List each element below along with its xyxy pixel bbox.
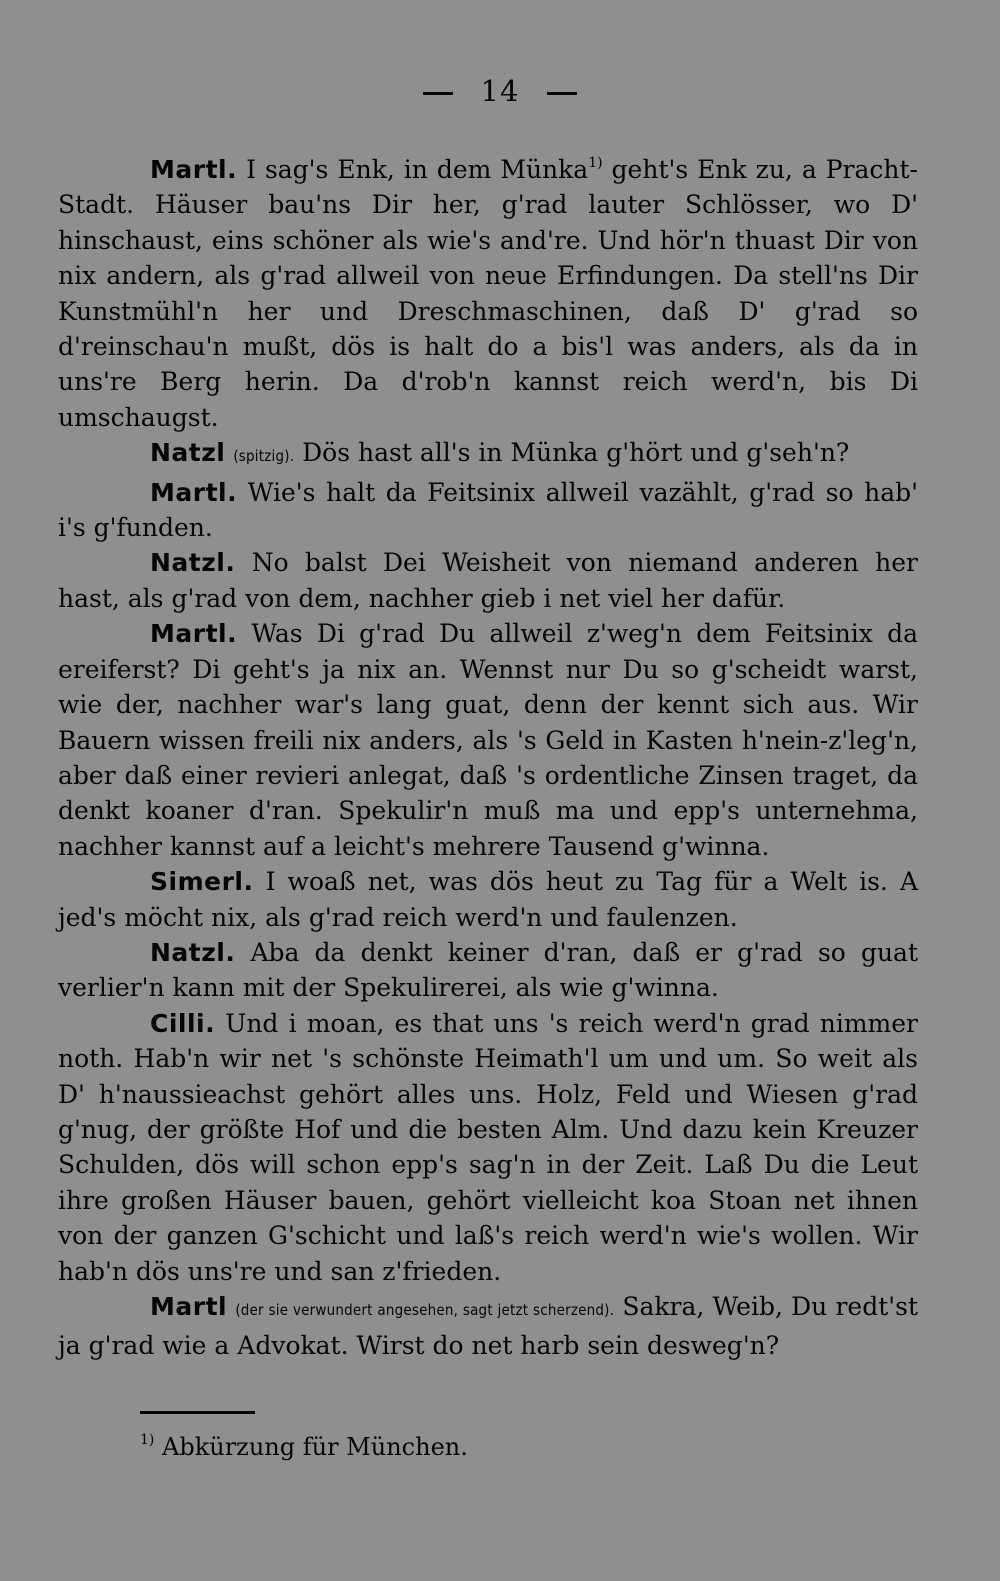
stage-direction: (spitzig).	[233, 447, 295, 466]
footnote-text: Abkürzung für München.	[162, 1433, 468, 1461]
spoken-line: Was Di g'rad Du allweil z'weg'n dem Feitsinix da ereiferst? Di geht's ja nix an. Wennst nur Du so g'scheidt warst, wie der, nachher war's lang guat, denn der kennt sich aus. Wir Bauern wissen freili nix anders, als 's Geld in Kasten h'nein-z'leg'n, aber daß einer revieri anlegat, daß 's ordentliche Zinsen traget, da denkt koaner d'ran. Spekulir'n muß ma und epp's unternehma, nachher kannst auf a leicht's mehrere Tausend g'winna.	[58, 619, 919, 861]
dialogue-paragraph-natzl-3	[58, 935, 918, 1006]
stage-direction: (der sie verwundert angesehen, sagt jetzt scherzend).	[235, 1301, 615, 1319]
spoken-line: Sakra, Weib, Du redt'st ja g'rad wie a Advokat. Wirst do net harb sein desweg'n?	[58, 1292, 918, 1361]
dialogue-paragraph-natzl-1	[58, 435, 918, 474]
speaker-name: Cilli.	[150, 1008, 216, 1038]
spoken-line: No balst Dei Weisheit von niemand anderen her hast, als g'rad von dem, nachher gieb i net viel her dafür.	[58, 548, 918, 613]
speaker-name: Martl	[150, 1292, 228, 1321]
left-dash	[423, 92, 453, 95]
speaker-name: Natzl	[150, 438, 226, 468]
page-number	[0, 74, 1000, 108]
spoken-line: I sag's Enk, in dem Münka	[246, 155, 589, 184]
spoken-line: Dös hast all's in Münka g'hört und g'seh'n?	[302, 438, 850, 468]
dialogue-paragraph-simerl	[58, 864, 918, 935]
spoken-line: I woaß net, was dös heut zu Tag für a Welt is. A jed's möcht nix, als g'rad reich werd'n und faulenzen.	[58, 867, 918, 932]
footnote	[140, 1432, 468, 1462]
speaker-name: Martl.	[150, 619, 238, 649]
spoken-line: Wie's halt da Feitsinix allweil vazählt, g'rad so hab' i's g'funden.	[58, 477, 918, 543]
speaker-name: Martl.	[150, 477, 238, 507]
footnote-reference: 1)	[588, 154, 603, 171]
spoken-line: Aba da denkt keiner d'ran, daß er g'rad so guat verlier'n kann mit der Spekulirerei, als wie g'winna.	[58, 937, 918, 1003]
dialogue-paragraph-martl-2	[58, 475, 918, 546]
dialogue-paragraph-martl-4	[58, 1289, 918, 1364]
dialogue-paragraph-martl-1	[58, 152, 918, 435]
dialogue-paragraph-martl-3	[58, 616, 918, 864]
page-number-value: 14	[480, 74, 520, 108]
footnote-marker: 1)	[140, 1432, 155, 1448]
footnote-divider	[140, 1411, 255, 1414]
right-dash	[547, 92, 577, 95]
spoken-line: Und i moan, es that uns 's reich werd'n grad nimmer noth. Hab'n wir net 's schönste Heimath'l um und um. So weit als D' h'naussieachst gehört alles uns. Holz, Feld und Wiesen g'rad g'nug, der größte Hof und die besten Alm. Und dazu kein Kreuzer Schulden, dös will schon epp's sag'n in der Zeit. Laß Du die Leut ihre großen Häuser bauen, gehört vielleicht koa Stoan net ihnen von der ganzen G'schicht und laß's reich werd'n wie's wollen. Wir hab'n dös uns're und san z'frieden.	[58, 1008, 918, 1286]
speaker-name: Simerl.	[150, 867, 254, 897]
dialogue-paragraph-natzl-2	[58, 545, 918, 616]
dialogue-paragraph-cilli	[58, 1006, 918, 1289]
speaker-name: Natzl.	[150, 937, 236, 967]
spoken-line-continued: geht's Enk zu, a Pracht-Stadt. Häuser bau'ns Dir her, g'rad lauter Schlösser, wo D' hinschaust, eins schöner als wie's and're. Und hör'n thuast Dir von nix andern, als g'rad allweil von neue Erfindungen. Da stell'ns Dir Kunstmühl'n her und Dreschmaschinen, daß D' g'rad so d'reinschau'n mußt, dös is halt do a bis'l was anders, als da in uns're Berg herin. Da d'rob'n kannst reich werd'n, bis Di umschaugst.	[58, 155, 919, 432]
dialogue-text	[58, 152, 918, 1364]
speaker-name: Natzl.	[150, 548, 236, 578]
speaker-name: Martl.	[150, 155, 238, 184]
